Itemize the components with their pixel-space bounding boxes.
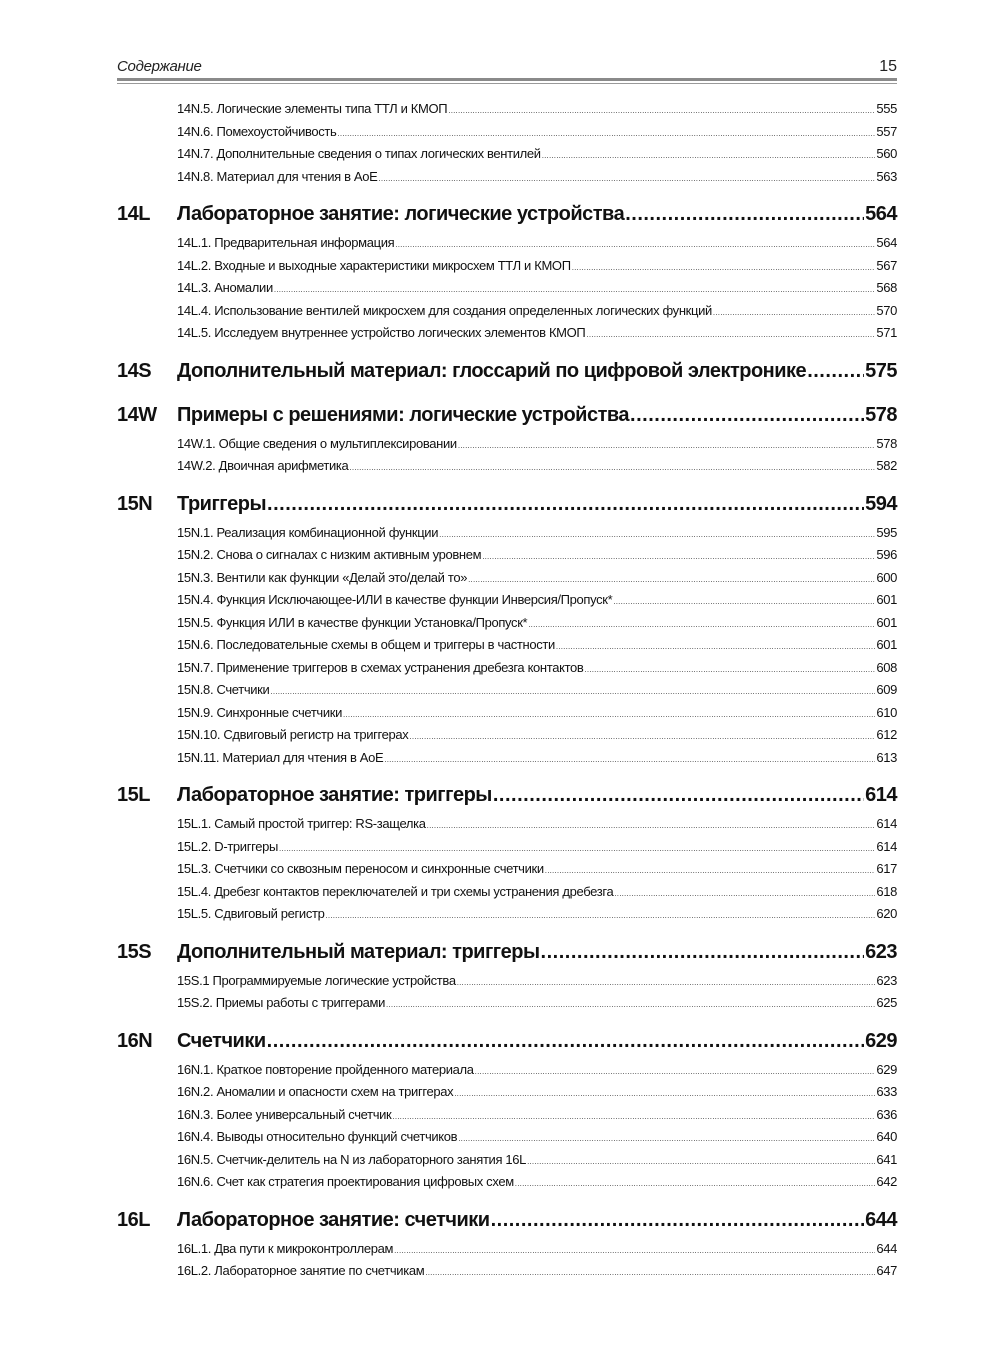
chapter-code: 15S xyxy=(117,940,152,963)
dot-leader xyxy=(267,1023,864,1059)
chapter-title: Лабораторное занятие: логические устройства xyxy=(177,203,625,225)
page-ref: 571 xyxy=(876,325,897,340)
toc-chapter-heading[interactable] xyxy=(117,353,897,389)
page-ref: 633 xyxy=(876,1084,897,1099)
dot-leader xyxy=(614,883,875,906)
toc-chapter-heading[interactable] xyxy=(117,397,897,433)
dot-leader xyxy=(713,302,875,325)
page-ref: 594 xyxy=(865,492,897,515)
dot-leader xyxy=(625,196,864,232)
chapter-title: Примеры с решениями: логические устройства xyxy=(177,403,630,426)
toc-subsection[interactable]: 14L.3. Аномалии ..... 568 xyxy=(177,277,897,300)
toc-subsection[interactable]: 14W.1. Общие сведения о мультиплексировании ..... 578 xyxy=(177,433,897,456)
page-ref: 570 xyxy=(876,302,897,318)
page-ref: 623 xyxy=(876,972,897,988)
page-ref: 608 xyxy=(876,659,897,675)
toc-chapter-14W xyxy=(117,397,897,478)
toc-chapter-15L xyxy=(117,777,897,926)
chapter-title: Дополнительный материал: глоссарий по цифровой электронике xyxy=(177,359,807,382)
chapter-code: 16L xyxy=(117,1208,150,1231)
chapter-title: Лабораторное занятие: триггеры xyxy=(177,784,492,806)
page-number: 15 xyxy=(879,58,897,75)
toc-subsection[interactable]: 16N.1. Краткое повторение пройденного материала ..... 629 xyxy=(177,1059,897,1082)
page-ref: 578 xyxy=(865,403,897,426)
toc-subsection[interactable]: 15L.1. Самый простой триггер: RS-защелка ..... 614 xyxy=(177,813,897,836)
dot-leader xyxy=(545,860,876,883)
chapter-title: Дополнительный материал: триггеры xyxy=(177,940,540,963)
page-ref: 641 xyxy=(876,1151,897,1167)
page-ref: 629 xyxy=(865,1029,897,1052)
toc-subsection[interactable]: 15S.1 Программируемые логические устройства ..... 623 xyxy=(177,970,897,993)
dot-leader xyxy=(572,257,876,280)
toc-chapter-heading[interactable] xyxy=(117,934,897,970)
dot-leader xyxy=(337,123,875,146)
toc-subsection[interactable]: 16N.2. Аномалии и опасности схем на триггерах ..... 633 xyxy=(177,1081,897,1104)
toc-subsection[interactable]: 15N.7. Применение триггеров в схемах устранения дребезга контактов ..... 608 xyxy=(177,657,897,680)
toc-subsection[interactable]: 15N.3. Вентили как функции «Делай это/делай то» ..... 600 xyxy=(177,567,897,590)
toc-subsection[interactable]: 15N.8. Счетчики ..... 609 xyxy=(177,679,897,702)
toc-subsection[interactable]: 15N.10. Сдвиговый регистр на триггерах ..... 612 xyxy=(177,724,897,747)
chapter-code: 15L xyxy=(117,784,150,806)
page-ref: 644 xyxy=(876,1240,897,1256)
page-ref: 618 xyxy=(876,883,897,899)
toc-subsection[interactable]: 15N.11. Материал для чтения в AoE ..... 613 xyxy=(177,747,897,770)
dot-leader xyxy=(584,659,875,682)
page-ref: 647 xyxy=(876,1263,897,1278)
page-ref: 567 xyxy=(876,257,897,273)
page-ref: 564 xyxy=(865,203,897,225)
page-ref: 617 xyxy=(876,861,897,876)
toc-subsection[interactable]: 14N.5. Логические элементы типа ТТЛ и КМОП ..... 555 xyxy=(177,98,897,121)
dot-leader xyxy=(491,1202,865,1238)
dot-leader xyxy=(468,569,875,592)
page-ref: 609 xyxy=(876,682,897,697)
page-ref: 563 xyxy=(876,168,897,184)
toc-subsection[interactable]: 14L.5. Исследуем внутреннее устройство логических элементов КМОП ..... 571 xyxy=(177,322,897,345)
toc-subsection[interactable]: 14N.6. Помехоустойчивость ..... 557 xyxy=(177,121,897,144)
chapter-code: 16N xyxy=(117,1029,153,1052)
dot-leader xyxy=(541,934,865,970)
dot-leader xyxy=(394,1240,875,1263)
dot-leader xyxy=(457,972,876,995)
page-ref: 560 xyxy=(876,146,897,161)
page-ref: 644 xyxy=(865,1208,897,1231)
dot-leader xyxy=(439,524,875,547)
toc-chapter-heading[interactable] xyxy=(117,196,897,232)
dot-leader xyxy=(270,681,875,704)
toc-subsection[interactable]: 15L.2. D-триггеры ..... 614 xyxy=(177,836,897,859)
dot-leader xyxy=(343,704,875,727)
dot-leader xyxy=(427,815,876,838)
chapter-code: 14W xyxy=(117,403,157,426)
page-ref: 601 xyxy=(876,614,897,630)
page-ref: 612 xyxy=(876,727,897,742)
page-ref: 640 xyxy=(876,1129,897,1144)
toc-subsection[interactable]: 14N.8. Материал для чтения в AoE ..... 563 xyxy=(177,166,897,189)
page-ref: 557 xyxy=(876,123,897,139)
dot-leader xyxy=(392,1106,875,1129)
page-ref: 623 xyxy=(865,940,897,963)
dot-leader xyxy=(807,353,864,389)
chapter-title: Лабораторное занятие: счетчики xyxy=(177,1208,490,1231)
page-ref: 600 xyxy=(876,569,897,585)
page-ref: 642 xyxy=(876,1174,897,1189)
toc-subsection[interactable]: 16N.3. Более универсальный счетчик ..... 636 xyxy=(177,1104,897,1127)
toc-subsection[interactable]: 14W.2. Двоичная арифметика ..... 582 xyxy=(177,455,897,478)
chapter-title: Триггеры xyxy=(177,492,267,515)
dot-leader xyxy=(395,234,875,257)
dot-leader xyxy=(482,546,875,569)
page-ref: 613 xyxy=(876,749,897,765)
toc-subsection[interactable]: 14L.2. Входные и выходные характеристики микросхем ТТЛ и КМОП ..... 567 xyxy=(177,255,897,278)
dot-leader xyxy=(586,324,875,347)
chapter-code: 14L xyxy=(117,203,150,225)
page-ref: 610 xyxy=(876,704,897,720)
toc-chapter-heading[interactable] xyxy=(117,777,897,813)
toc-subsection[interactable]: 14N.7. Дополнительные сведения о типах логических вентилей ..... 560 xyxy=(177,143,897,166)
page-ref: 582 xyxy=(876,458,897,473)
page-ref: 564 xyxy=(876,235,897,250)
dot-leader xyxy=(325,905,875,928)
toc-subsection[interactable]: 14L.4. Использование вентилей микросхем для создания определенных логических функций ..... 570 xyxy=(177,300,897,323)
header-rule-thick xyxy=(117,78,897,81)
page-ref: 595 xyxy=(876,524,897,540)
dot-leader xyxy=(425,1262,875,1285)
toc-chapter-16N xyxy=(117,1023,897,1194)
page-ref: 614 xyxy=(876,838,897,854)
dot-leader xyxy=(458,435,876,458)
toc-subsection[interactable]: 16N.6. Счет как стратегия проектирования цифровых схем ..... 642 xyxy=(177,1171,897,1194)
page-ref: 578 xyxy=(876,435,897,451)
toc-subsection[interactable]: 15L.5. Сдвиговый регистр ..... 620 xyxy=(177,903,897,926)
leading-subsections xyxy=(117,98,897,188)
toc-chapter-15S xyxy=(117,934,897,1015)
page-ref: 555 xyxy=(876,101,897,116)
toc-subsection[interactable]: 15N.6. Последовательные схемы в общем и триггеры в частности ..... 601 xyxy=(177,634,897,657)
toc-subsection[interactable]: 16N.5. Счетчик-делитель на N из лабораторного занятия 16L ..... 641 xyxy=(177,1149,897,1172)
header-rule-thin xyxy=(117,83,897,84)
dot-leader xyxy=(267,486,864,522)
page-ref: 614 xyxy=(865,784,897,806)
toc-subsection[interactable]: 16N.4. Выводы относительно функций счетчиков ..... 640 xyxy=(177,1126,897,1149)
dot-leader xyxy=(613,591,875,614)
toc-chapter-heading[interactable] xyxy=(117,486,897,522)
toc-chapter-14S xyxy=(117,353,897,389)
chapter-code: 14S xyxy=(117,359,152,382)
toc-chapter-heading[interactable] xyxy=(117,1202,897,1238)
toc-subsection[interactable]: 15N.5. Функция ИЛИ в качестве функции Установка/Пропуск* ..... 601 xyxy=(177,612,897,635)
page-ref: 596 xyxy=(876,547,897,562)
dot-leader xyxy=(279,838,875,861)
dot-leader xyxy=(493,777,864,813)
dot-leader xyxy=(454,1083,875,1106)
toc-subsection[interactable]: 15L.3. Счетчики со сквозным переносом и синхронные счетчики ..... 617 xyxy=(177,858,897,881)
dot-leader xyxy=(515,1173,876,1196)
dot-leader xyxy=(409,726,875,749)
table-of-contents xyxy=(117,98,897,1283)
chapter-code: 15N xyxy=(117,492,153,515)
page-ref: 601 xyxy=(876,592,897,607)
page-ref: 620 xyxy=(876,906,897,921)
page-ref: 614 xyxy=(876,816,897,831)
page-ref: 636 xyxy=(876,1106,897,1122)
dot-leader xyxy=(384,749,875,772)
toc-subsection[interactable]: 16L.1. Два пути к микроконтроллерам ..... 644 xyxy=(177,1238,897,1261)
page-ref: 575 xyxy=(865,359,897,382)
toc-chapter-14L xyxy=(117,196,897,345)
page-ref: 625 xyxy=(876,995,897,1010)
toc-subsection[interactable]: 15N.2. Снова о сигналах с низким активным уровнем ..... 596 xyxy=(177,544,897,567)
dot-leader xyxy=(630,397,864,433)
running-header-title: Содержание xyxy=(117,58,202,75)
dot-leader xyxy=(448,100,875,123)
page-ref: 568 xyxy=(876,280,897,295)
dot-leader xyxy=(528,614,875,637)
dot-leader xyxy=(386,994,875,1017)
toc-chapter-15N xyxy=(117,486,897,770)
toc-subsection[interactable]: 14L.1. Предварительная информация ..... 564 xyxy=(177,232,897,255)
dot-leader xyxy=(378,168,875,191)
dot-leader xyxy=(527,1151,875,1174)
toc-chapter-heading[interactable] xyxy=(117,1023,897,1059)
dot-leader xyxy=(475,1061,876,1084)
dot-leader xyxy=(458,1128,875,1151)
page-ref: 601 xyxy=(876,637,897,652)
toc-subsection[interactable]: 15N.4. Функция Исключающее-ИЛИ в качестве функции Инверсия/Пропуск* ..... 601 xyxy=(177,589,897,612)
toc-subsection[interactable]: 15L.4. Дребезг контактов переключателей и три схемы устранения дребезга ..... 618 xyxy=(177,881,897,904)
dot-leader xyxy=(542,145,876,168)
dot-leader xyxy=(274,279,875,302)
toc-subsection[interactable]: 15S.2. Приемы работы с триггерами ..... 625 xyxy=(177,992,897,1015)
toc-subsection[interactable]: 16L.2. Лабораторное занятие по счетчикам ..... 647 xyxy=(177,1260,897,1283)
page-ref: 629 xyxy=(876,1061,897,1077)
running-header xyxy=(117,56,897,86)
toc-subsection[interactable]: 15N.1. Реализация комбинационной функции ..... 595 xyxy=(177,522,897,545)
toc-chapter-16L xyxy=(117,1202,897,1283)
dot-leader xyxy=(556,636,875,659)
chapter-title: Счетчики xyxy=(177,1029,266,1052)
dot-leader xyxy=(349,457,875,480)
toc-subsection[interactable]: 15N.9. Синхронные счетчики ..... 610 xyxy=(177,702,897,725)
